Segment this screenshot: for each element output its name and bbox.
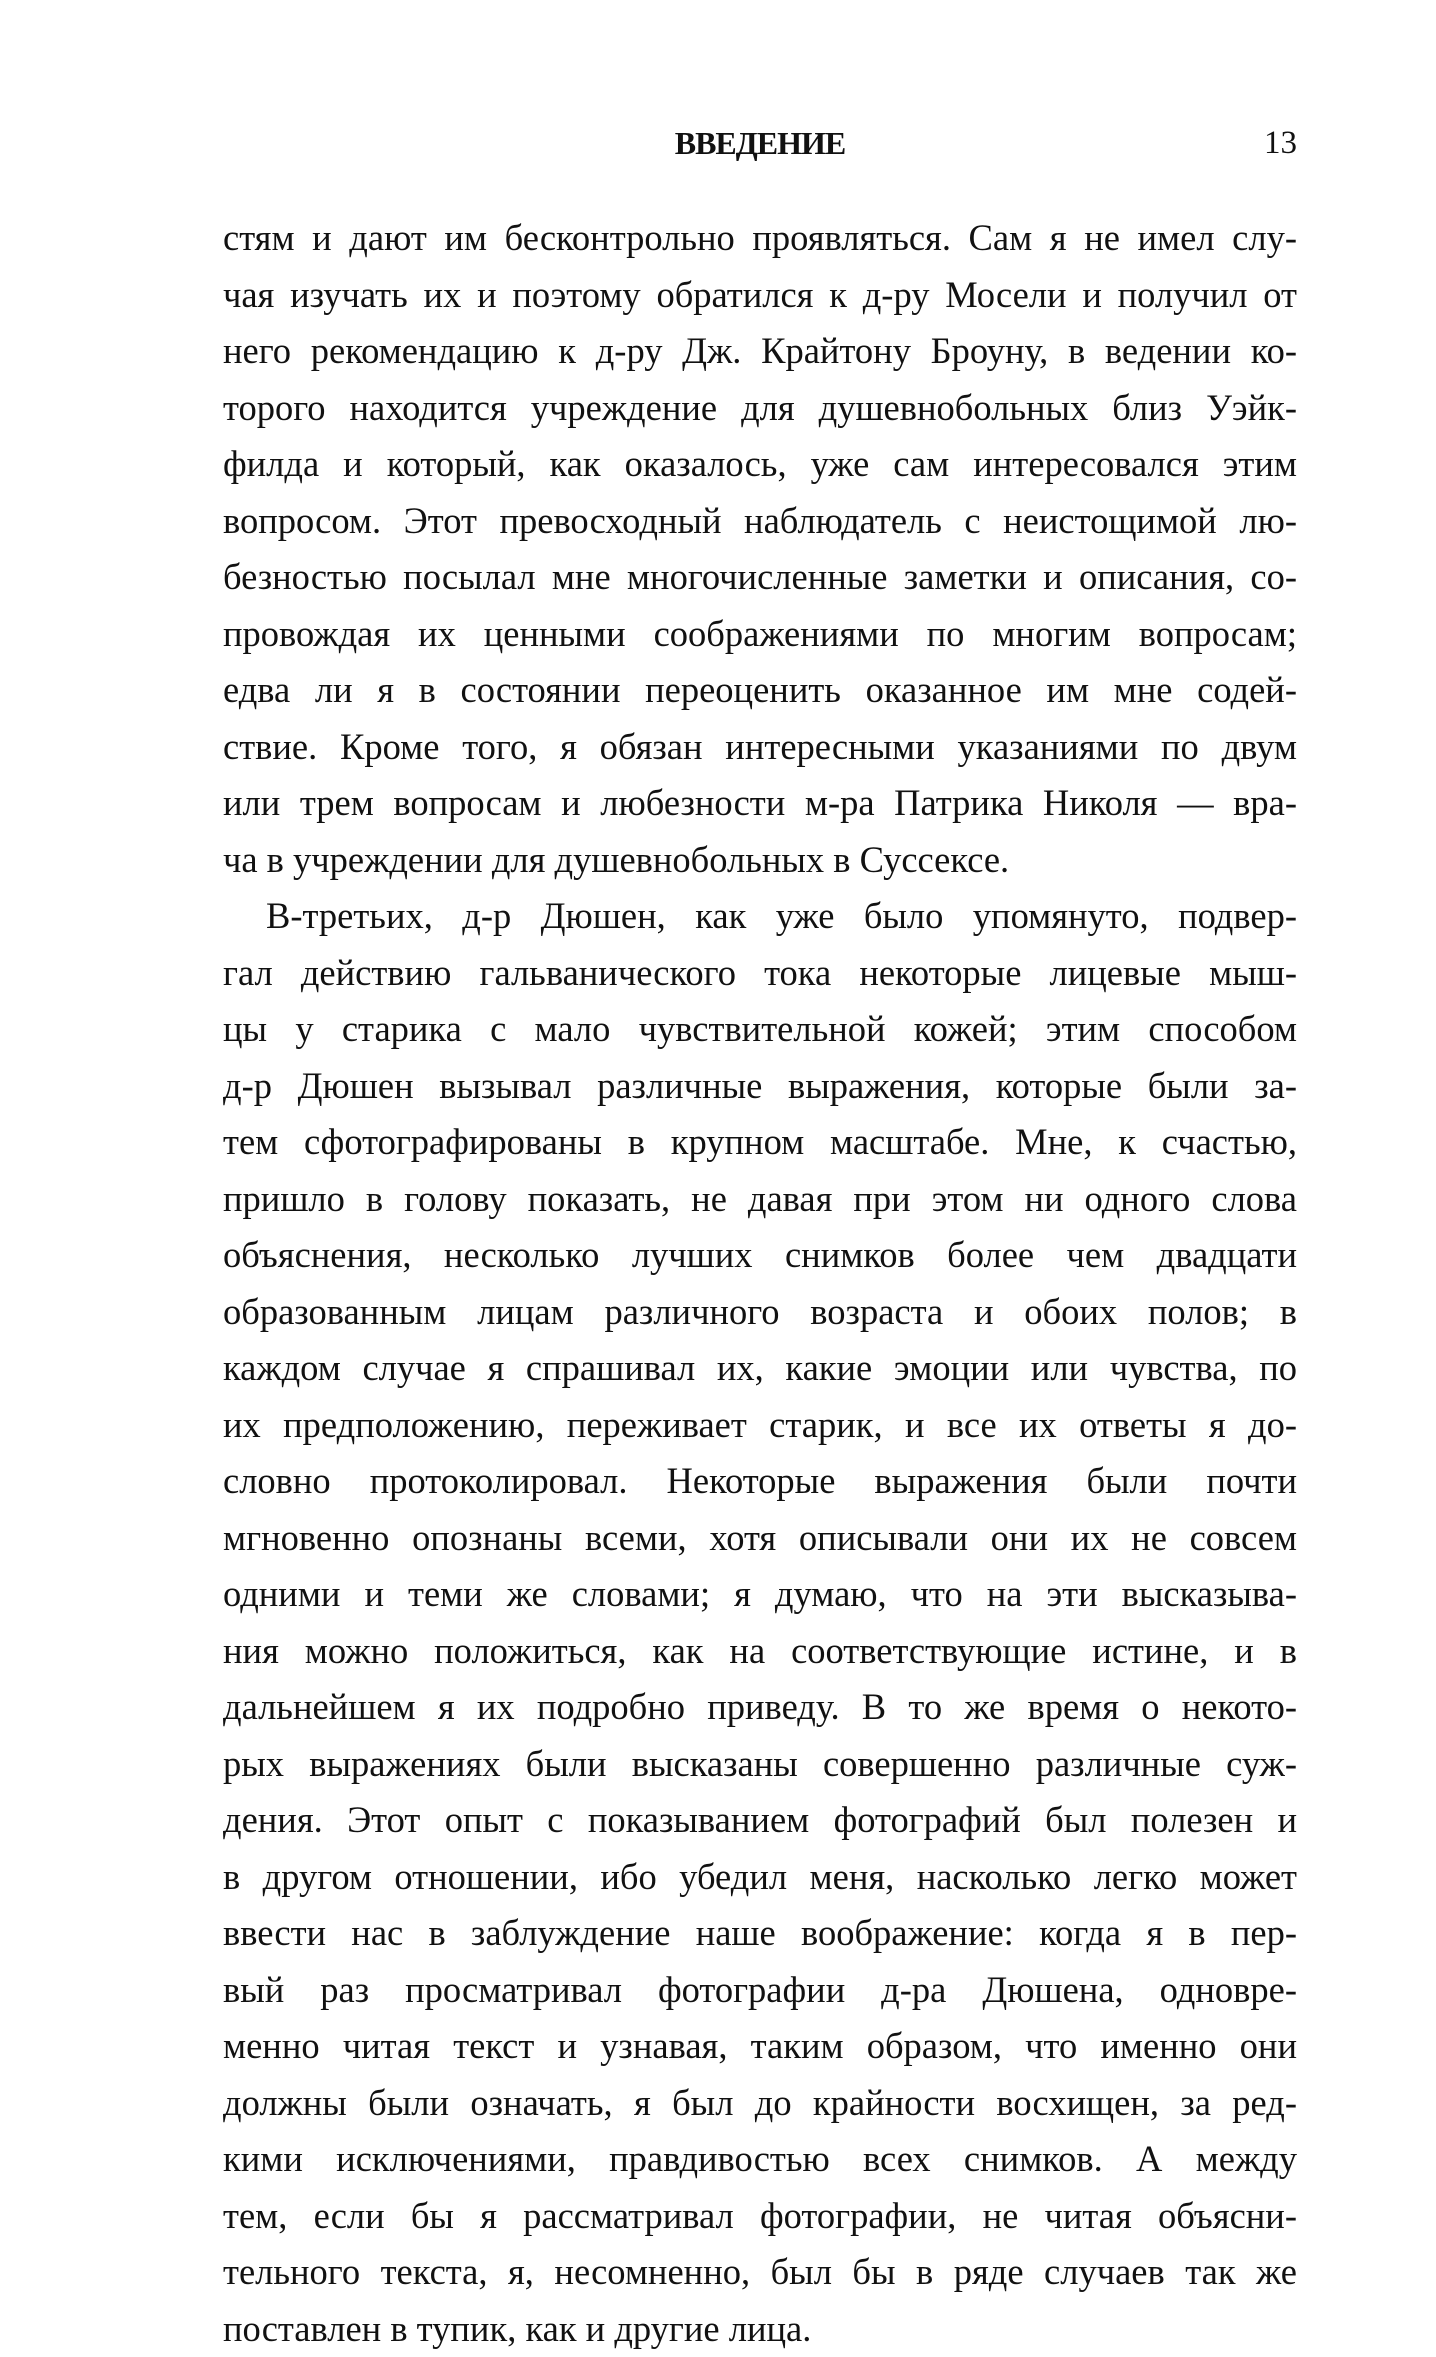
text-line: пришло в голову показать, не давая при этом ни одного слова	[223, 1171, 1297, 1228]
text-line: образованным лицам различного возраста и обоих полов; в	[223, 1284, 1297, 1341]
text-line: должны были означать, я был до крайности восхищен, за ред-	[223, 2075, 1297, 2132]
text-line: менно читая текст и узнавая, таким образом, что именно они	[223, 2018, 1297, 2075]
text-line: вый раз просматривал фотографии д-ра Дюшена, одновре-	[223, 1962, 1297, 2019]
text-line: него рекомендацию к д-ру Дж. Крайтону Броуну, в ведении ко-	[223, 323, 1297, 380]
paragraph-end-line: ча в учреждении для душевнобольных в Суссексе.	[223, 832, 1297, 889]
text-line: рых выражениях были высказаны совершенно различные суж-	[223, 1736, 1297, 1793]
text-line: ния можно положиться, как на соответствующие истине, и в	[223, 1623, 1297, 1680]
text-line: словно протоколировал. Некоторые выражения были почти	[223, 1453, 1297, 1510]
text-line: каждом случае я спрашивал их, какие эмоции или чувства, по	[223, 1340, 1297, 1397]
text-line: мгновенно опознаны всеми, хотя описывали они их не совсем	[223, 1510, 1297, 1567]
text-line: торого находится учреждение для душевнобольных близ Уэйк-	[223, 380, 1297, 437]
text-line: тельного текста, я, несомненно, был бы в ряде случаев так же	[223, 2244, 1297, 2301]
text-line: д-р Дюшен вызывал различные выражения, которые были за-	[223, 1058, 1297, 1115]
text-line: или трем вопросам и любезности м-ра Патрика Николя — вра-	[223, 775, 1297, 832]
body-text	[223, 210, 1297, 2357]
text-line: цы у старика с мало чувствительной кожей; этим способом	[223, 1001, 1297, 1058]
text-line: объяснения, несколько лучших снимков более чем двадцати	[223, 1227, 1297, 1284]
text-line: одними и теми же словами; я думаю, что на эти высказыва-	[223, 1566, 1297, 1623]
page-number: 13	[1264, 125, 1297, 162]
text-line: ввести нас в заблуждение наше воображение: когда я в пер-	[223, 1905, 1297, 1962]
text-line: гал действию гальванического тока некоторые лицевые мыш-	[223, 945, 1297, 1002]
text-line: дальнейшем я их подробно приведу. В то же время о некото-	[223, 1679, 1297, 1736]
paragraph-end-line: поставлен в тупик, как и другие лица.	[223, 2301, 1297, 2357]
text-line: вопросом. Этот превосходный наблюдатель с неистощимой лю-	[223, 493, 1297, 550]
text-line: провождая их ценными соображениями по многим вопросам;	[223, 606, 1297, 663]
text-line: едва ли я в состоянии переоценить оказанное им мне содей-	[223, 662, 1297, 719]
running-header	[223, 125, 1297, 175]
text-line: кими исключениями, правдивостью всех снимков. А между	[223, 2131, 1297, 2188]
paragraph-first-line: В-третьих, д-р Дюшен, как уже было упомянуто, подвер-	[223, 888, 1297, 945]
text-line: чая изучать их и поэтому обратился к д-ру Мосели и получил от	[223, 267, 1297, 324]
text-line: в другом отношении, ибо убедил меня, насколько легко может	[223, 1849, 1297, 1906]
text-line: стям и дают им бесконтрольно проявляться. Сам я не имел слу-	[223, 210, 1297, 267]
text-line: филда и который, как оказалось, уже сам интересовался этим	[223, 436, 1297, 493]
text-line: их предположению, переживает старик, и все их ответы я до-	[223, 1397, 1297, 1454]
text-line: ствие. Кроме того, я обязан интересными указаниями по двум	[223, 719, 1297, 776]
section-title: ВВЕДЕНИЕ	[223, 125, 1297, 162]
text-line: тем сфотографированы в крупном масштабе. Мне, к счастью,	[223, 1114, 1297, 1171]
text-line: дения. Этот опыт с показыванием фотографий был полезен и	[223, 1792, 1297, 1849]
text-line: безностью посылал мне многочисленные заметки и описания, со-	[223, 549, 1297, 606]
text-line: тем, если бы я рассматривал фотографии, не читая объясни-	[223, 2188, 1297, 2245]
